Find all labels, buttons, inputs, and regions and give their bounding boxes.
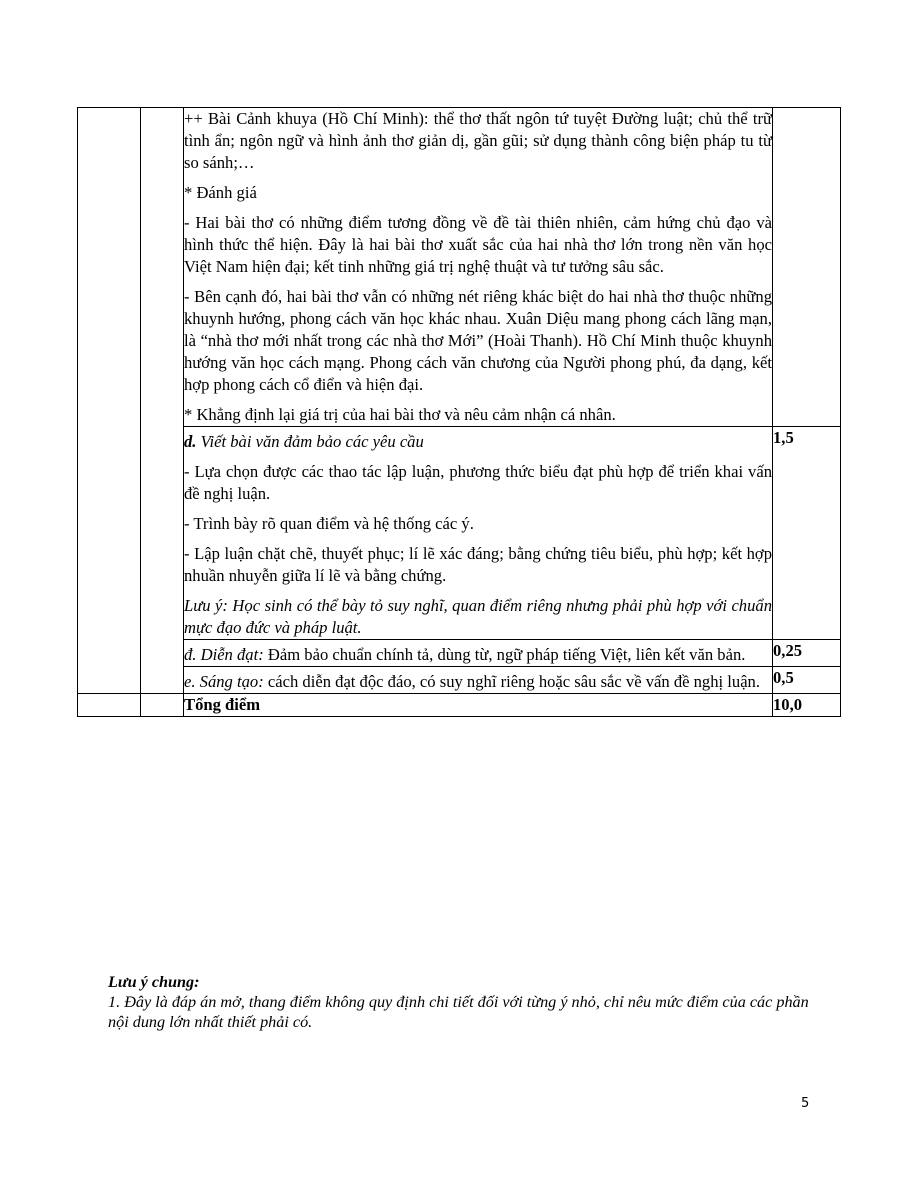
analysis-content-cell <box>184 108 773 427</box>
criterion-d-letter: d. <box>184 432 197 451</box>
table-row-criterion-d <box>78 427 841 640</box>
paragraph-differences: - Bên cạnh đó, hai bài thơ vẫn có những nét riêng khác biệt do hai nhà thơ thuộc những khuynh hướng, phong cách văn học khác nhau. Xuân Diệu mang phong cách lãng mạn, là “nhà thơ mới nhất trong các nhà thơ Mới” (Hoài Thanh). Hồ Chí Minh thuộc khuynh hướng văn học cách mạng. Phong cách văn chương của Người phong phú, đa dạng, kết hợp phong cách cổ điển và hiện đại. <box>184 287 772 394</box>
paragraph-conclusion: * Khẳng định lại giá trị của hai bài thơ và nêu cảm nhận cá nhân. <box>184 405 616 424</box>
criterion-e-score: 0,5 <box>773 667 841 694</box>
table-row-criterion-e <box>78 667 841 694</box>
paragraph-similarities: - Hai bài thơ có những điểm tương đồng về đề tài thiên nhiên, cảm hứng chủ đạo và hình thức thể hiện. Đây là hai bài thơ xuất sắc của hai nhà thơ lớn trong nền văn học Việt Nam hiện đại; kết tinh những giá trị nghệ thuật và tư tưởng sâu sắc. <box>184 213 772 276</box>
total-empty-cell-2 <box>141 694 184 717</box>
criterion-d-item-3: - Lập luận chặt chẽ, thuyết phục; lí lẽ xác đáng; bằng chứng tiêu biểu, phù hợp; kết hợp nhuần nhuyễn giữa lí lẽ và bằng chứng. <box>184 544 772 585</box>
criterion-dd-score: 0,25 <box>773 640 841 667</box>
score-cell-empty <box>773 108 841 427</box>
criterion-e-body: cách diễn đạt độc đáo, có suy nghĩ riêng hoặc sâu sắc về vấn đề nghị luận. <box>263 672 760 691</box>
general-notes <box>108 972 828 1032</box>
criterion-dd-label: đ. Diễn đạt: <box>184 645 264 664</box>
grading-table <box>77 107 841 717</box>
criterion-d-title <box>184 431 772 453</box>
general-notes-item-1: 1. Đây là đáp án mở, thang điểm không quy định chi tiết đối với từng ý nhỏ, chỉ nêu mức điểm của các phần nội dung lớn nhất thiết phải có. <box>108 993 809 1031</box>
part-cell <box>78 108 141 694</box>
general-notes-title: Lưu ý chung: <box>108 973 200 991</box>
criterion-dd-text <box>184 644 772 666</box>
total-label: Tổng điểm <box>184 694 773 717</box>
table-row-analysis <box>78 108 841 427</box>
total-score: 10,0 <box>773 694 841 717</box>
total-empty-cell-1 <box>78 694 141 717</box>
paragraph-canh-khuya: ++ Bài Cảnh khuya (Hồ Chí Minh): thể thơ thất ngôn tứ tuyệt Đường luật; chủ thể trữ tình ẩn; ngôn ngữ và hình ảnh thơ giản dị, gần gũi; sử dụng thành công biện pháp tu từ so sánh;… <box>184 109 772 172</box>
criterion-d-cell <box>184 427 773 640</box>
page-number: 5 <box>801 1096 810 1111</box>
criterion-d-title-text: Viết bài văn đảm bảo các yêu cầu <box>196 432 424 451</box>
criterion-dd-body: Đảm bảo chuẩn chính tả, dùng từ, ngữ pháp tiếng Việt, liên kết văn bản. <box>263 645 746 664</box>
criterion-d-score: 1,5 <box>773 427 841 640</box>
criterion-e-text <box>184 671 772 693</box>
paragraph-danh-gia-heading: * Đánh giá <box>184 183 257 202</box>
question-cell <box>141 108 184 694</box>
criterion-d-item-1: - Lựa chọn được các thao tác lập luận, phương thức biểu đạt phù hợp để triển khai vấn đề nghị luận. <box>184 462 772 503</box>
criterion-d-note: Lưu ý: Học sinh có thể bày tỏ suy nghĩ, quan điểm riêng nhưng phải phù hợp với chuẩn mực đạo đức và pháp luật. <box>184 596 772 637</box>
criterion-e-label: e. Sáng tạo: <box>184 672 264 691</box>
criterion-e-cell <box>184 667 773 694</box>
criterion-d-item-2: - Trình bày rõ quan điểm và hệ thống các ý. <box>184 514 474 533</box>
table-row-total <box>78 694 841 717</box>
table-row-criterion-dd <box>78 640 841 667</box>
criterion-dd-cell <box>184 640 773 667</box>
